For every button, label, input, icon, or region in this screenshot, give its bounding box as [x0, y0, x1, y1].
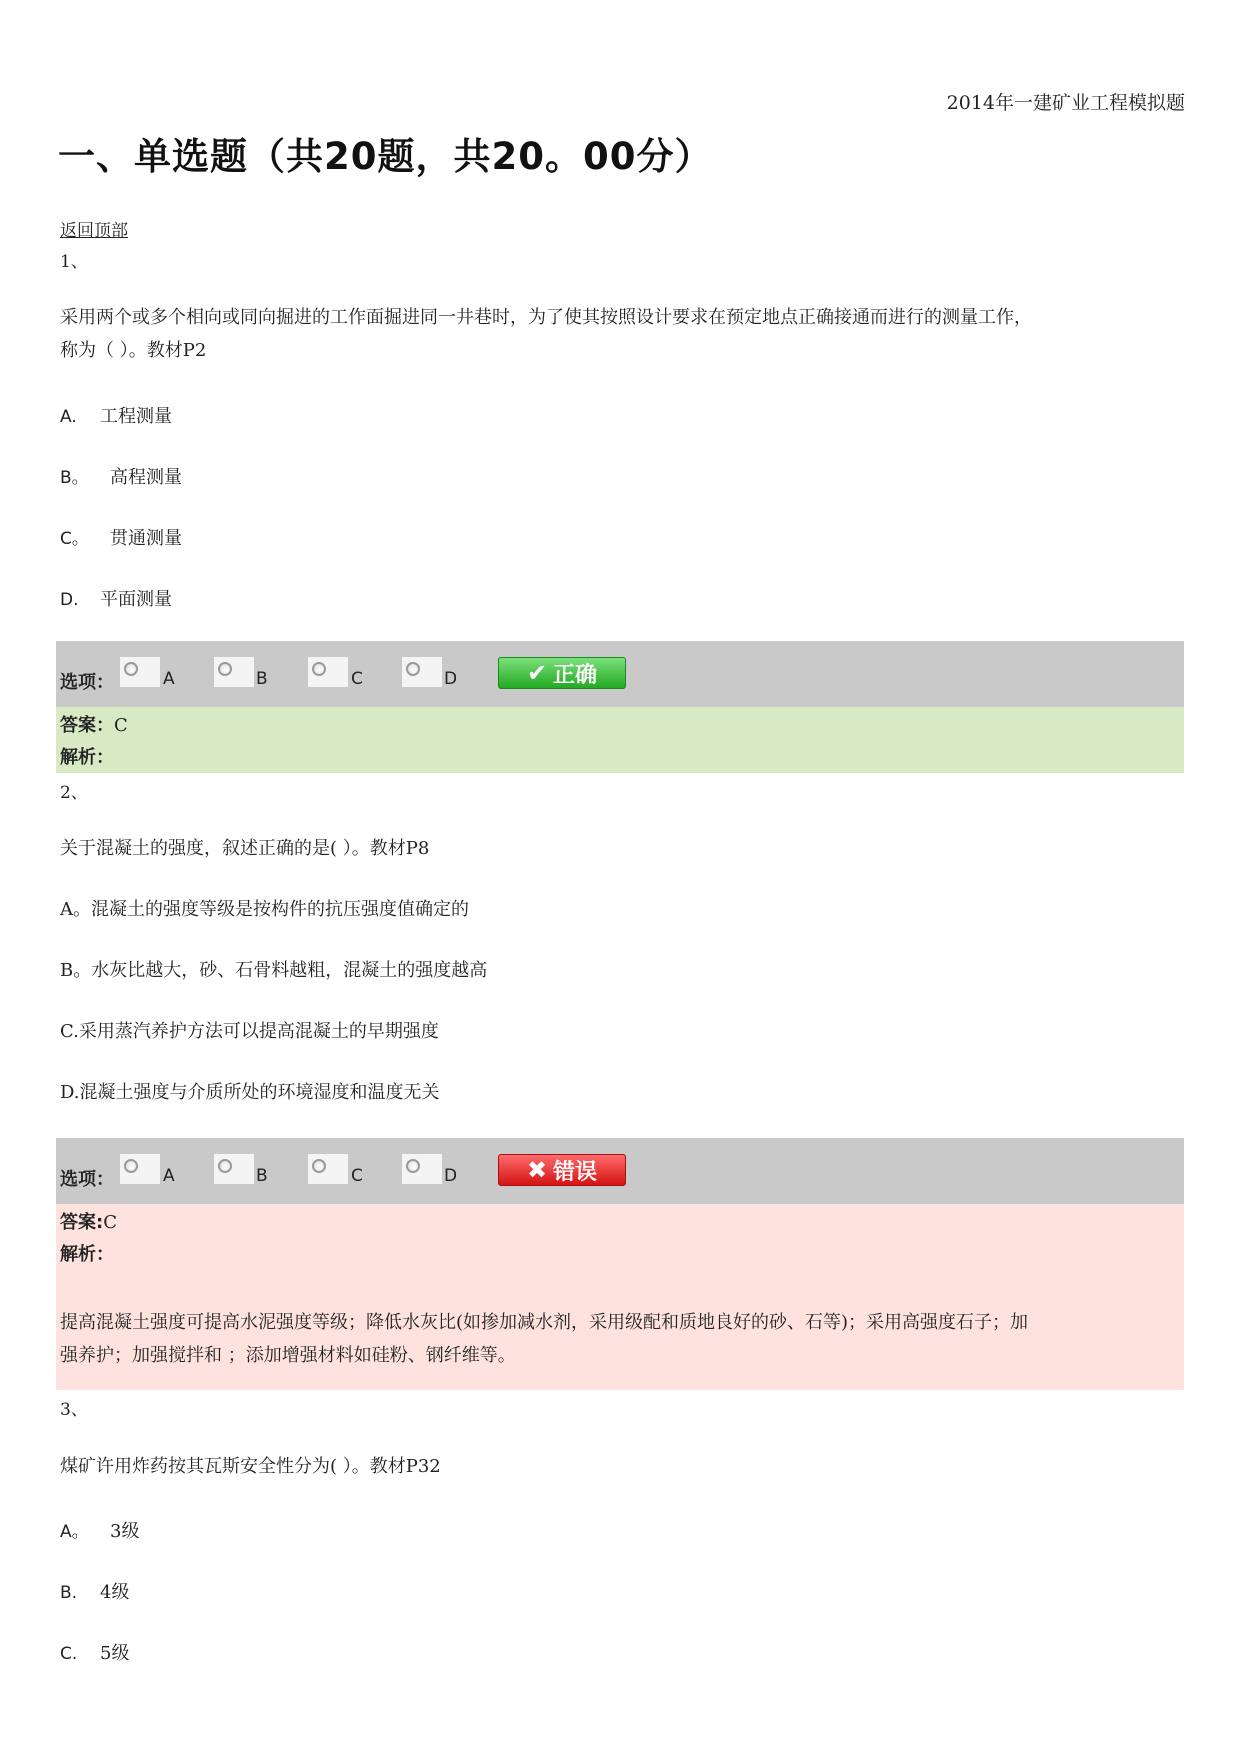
- question-2-answer-panel: [56, 1204, 1184, 1390]
- analysis-label: 解析：: [60, 1244, 114, 1265]
- answer-line: [60, 711, 128, 737]
- radio-label-a: A: [163, 669, 175, 689]
- option-text: 贯通测量: [110, 528, 182, 549]
- question-2-option-b: B。水灰比越大，砂、石骨料越粗，混凝土的强度越高: [60, 960, 488, 981]
- option-letter: C。: [60, 529, 89, 549]
- radio-c[interactable]: [308, 1154, 348, 1184]
- option-letter: A。: [60, 1522, 89, 1542]
- option-text: 3级: [110, 1521, 140, 1542]
- document-header: 2014年一建矿业工程模拟题: [946, 92, 1185, 114]
- radio-icon[interactable]: [218, 662, 232, 676]
- radio-label-a: A: [163, 1166, 175, 1186]
- result-badge-wrong: [498, 1154, 626, 1186]
- radio-icon[interactable]: [218, 1159, 232, 1173]
- question-3-option-b: [60, 1578, 129, 1604]
- radio-d[interactable]: [402, 1154, 442, 1184]
- question-2-option-c: C.采用蒸汽养护方法可以提高混凝土的早期强度: [60, 1021, 439, 1042]
- radio-label-b: B: [256, 669, 268, 689]
- result-text: 错误: [553, 1159, 598, 1185]
- question-2-option-a: A。混凝土的强度等级是按构件的抗压强度值确定的: [60, 899, 469, 920]
- result-badge-correct: [498, 657, 626, 689]
- checkmark-icon: ✔: [526, 659, 548, 687]
- radio-icon[interactable]: [406, 662, 420, 676]
- question-3-number: 3、: [60, 1400, 88, 1420]
- result-text: 正确: [553, 662, 598, 688]
- radio-b[interactable]: [214, 1154, 254, 1184]
- analysis-text-line2: 强养护；加强搅拌和 ；添加增强材料如硅粉、钢纤维等。: [60, 1345, 516, 1366]
- question-1-option-b: [60, 463, 182, 489]
- question-3-text: 煤矿许用炸药按其瓦斯安全性分为( ）。教材P32: [60, 1456, 441, 1477]
- back-to-top-link[interactable]: 返回顶部: [60, 221, 128, 241]
- radio-b[interactable]: [214, 657, 254, 687]
- question-1-answer-panel: [56, 707, 1184, 773]
- radio-d[interactable]: [402, 657, 442, 687]
- option-text: 平面测量: [100, 589, 172, 610]
- cross-icon: ✖: [526, 1156, 548, 1184]
- analysis-text-line1: 提高混凝土强度可提高水泥强度等级；降低水灰比(如掺加减水剂，采用级配和质地良好的砂、石等)；采用高强度石子；加: [60, 1312, 1029, 1333]
- option-text: 高程测量: [110, 467, 182, 488]
- question-1-options-bar: [56, 641, 1184, 707]
- question-1-option-a: [60, 402, 172, 428]
- option-letter: B。: [60, 468, 89, 488]
- radio-icon[interactable]: [312, 1159, 326, 1173]
- radio-c[interactable]: [308, 657, 348, 687]
- radio-label-d: D: [444, 1166, 458, 1186]
- radio-label-c: C: [351, 669, 363, 689]
- analysis-label: 解析：: [60, 747, 114, 768]
- question-1-option-c: [60, 524, 182, 550]
- question-1-option-d: [60, 585, 172, 611]
- option-letter: D.: [60, 590, 79, 610]
- radio-a[interactable]: [120, 1154, 160, 1184]
- question-2-options-bar: [56, 1138, 1184, 1204]
- answer-value: C: [114, 715, 128, 736]
- section-title: 一、单选题（共20题，共20。00分）: [58, 135, 713, 178]
- radio-a[interactable]: [120, 657, 160, 687]
- option-letter: B.: [60, 1583, 78, 1603]
- option-letter: A.: [60, 407, 77, 427]
- option-text: 5级: [100, 1643, 130, 1664]
- question-2-text: 关于混凝土的强度，叙述正确的是( ）。教材P8: [60, 838, 430, 859]
- radio-label-c: C: [351, 1166, 363, 1186]
- option-text: 4级: [100, 1582, 130, 1603]
- question-2-number: 2、: [60, 783, 88, 803]
- question-3-option-c: [60, 1639, 129, 1665]
- answer-label: 答案:: [60, 1212, 104, 1233]
- answer-line: [60, 1208, 117, 1234]
- option-text: 工程测量: [100, 406, 172, 427]
- radio-label-b: B: [256, 1166, 268, 1186]
- radio-icon[interactable]: [124, 662, 138, 676]
- question-3-option-a: [60, 1517, 139, 1543]
- question-1-text-line2: 称为（ ）。教材P2: [60, 340, 207, 361]
- radio-icon[interactable]: [406, 1159, 420, 1173]
- question-1-text-line1: 采用两个或多个相向或同向掘进的工作面掘进同一井巷时，为了使其按照设计要求在预定地点正确接通而进行的测量工作，: [60, 307, 1032, 328]
- options-label: 选项：: [60, 1169, 114, 1190]
- radio-icon[interactable]: [312, 662, 326, 676]
- option-letter: C.: [60, 1644, 78, 1664]
- radio-label-d: D: [444, 669, 458, 689]
- answer-label: 答案：: [60, 715, 114, 736]
- radio-icon[interactable]: [124, 1159, 138, 1173]
- options-label: 选项：: [60, 672, 114, 693]
- question-2-option-d: D.混凝土强度与介质所处的环境湿度和温度无关: [60, 1082, 440, 1103]
- answer-value: C: [103, 1212, 117, 1233]
- question-1-number: 1、: [60, 252, 88, 272]
